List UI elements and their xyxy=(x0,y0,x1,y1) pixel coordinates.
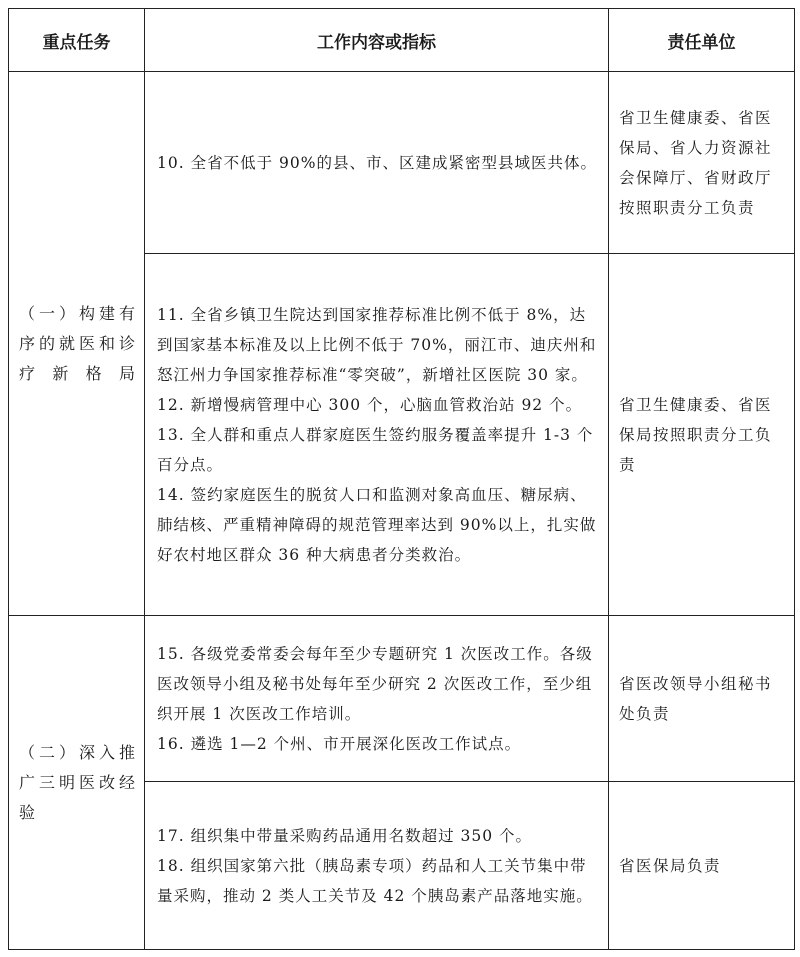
content-item: 15. 各级党委常委会每年至少专题研究 1 次医改工作。各级医改领导小组及秘书处每年至少研究 2 次医改工作，至少组织开展 1 次医改工作培训。 xyxy=(157,644,593,723)
content-item: 13. 全人群和重点人群家庭医生签约服务覆盖率提升 1-3 个百分点。 xyxy=(157,425,594,474)
unit-cell: 省卫生健康委、省医保局按照职责分工负责 xyxy=(609,254,795,616)
content-cell xyxy=(145,254,609,616)
table-row xyxy=(9,72,795,254)
unit-cell: 省卫生健康委、省医保局、省人力资源社会保障厅、省财政厅按照职责分工负责 xyxy=(609,72,795,254)
content-item: 18. 组织国家第六批（胰岛素专项）药品和人工关节集中带量采购，推动 2 类人工关节及 42 个胰岛素产品落地实施。 xyxy=(157,856,593,905)
unit-cell: 省医保局负责 xyxy=(609,782,795,950)
task-table xyxy=(8,8,795,950)
content-item: 12. 新增慢病管理中心 300 个，心脑血管救治站 92 个。 xyxy=(157,395,583,414)
content-cell xyxy=(145,72,609,254)
content-cell xyxy=(145,616,609,782)
header-work-content: 工作内容或指标 xyxy=(145,9,609,72)
header-responsible-unit: 责任单位 xyxy=(609,9,795,72)
table-row xyxy=(9,616,795,782)
content-item: 14. 签约家庭医生的脱贫人口和监测对象高血压、糖尿病、肺结核、严重精神障碍的规范管理率达到 90%以上，扎实做好农村地区群众 36 种大病患者分类救治。 xyxy=(157,485,597,564)
content-item: 10. 全省不低于 90%的县、市、区建成紧密型县域医共体。 xyxy=(157,153,597,172)
task-cell-2: （二）深入推广三明医改经验 xyxy=(9,616,145,950)
content-item: 17. 组织集中带量采购药品通用名数超过 350 个。 xyxy=(157,826,533,845)
content-item: 16. 遴选 1—2 个州、市开展深化医改工作试点。 xyxy=(157,734,522,753)
unit-cell: 省医改领导小组秘书处负责 xyxy=(609,616,795,782)
table-header-row xyxy=(9,9,795,72)
task-cell-1: （一）构建有序的就医和诊疗新格局 xyxy=(9,72,145,616)
content-item: 11. 全省乡镇卫生院达到国家推荐标准比例不低于 8%，达到国家基本标准及以上比例不低于 70%，丽江市、迪庆州和怒江州力争国家推荐标准“零突破”，新增社区医院 30 家。 xyxy=(157,305,597,384)
header-key-task: 重点任务 xyxy=(9,9,145,72)
content-cell xyxy=(145,782,609,950)
